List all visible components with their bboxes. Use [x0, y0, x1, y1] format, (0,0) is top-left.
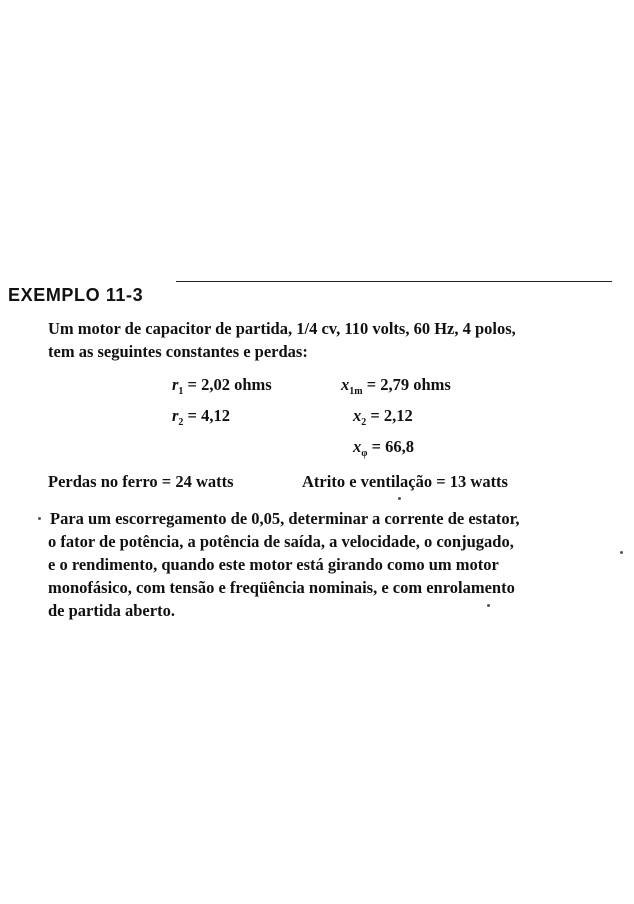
example-title: EXEMPLO 11-3: [8, 285, 144, 305]
constant-xphi: [353, 437, 415, 459]
problem-line-4: monofásico, com tensão e freqüência nominais, e com enrolamento: [48, 578, 515, 597]
constant-x2: [353, 406, 413, 428]
constant-r1: [172, 375, 272, 397]
constant-symbol: x: [353, 406, 362, 425]
constant-symbol: r: [172, 375, 179, 394]
constant-symbol: x: [341, 375, 350, 394]
constant-r2: [172, 406, 230, 428]
constant-subscript: 2: [361, 417, 367, 428]
constant-value: = 4,12: [187, 406, 230, 425]
problem-line-2: o fator de potência, a potência de saída, a velocidade, o conjugado,: [48, 532, 514, 551]
friction-losses: Atrito e ventilação = 13 watts: [302, 472, 508, 491]
problem-line-5: de partida aberto.: [48, 601, 175, 620]
constant-value: = 2,02 ohms: [187, 375, 272, 394]
constant-subscript: φ: [361, 448, 368, 459]
constant-x1m: [341, 375, 451, 397]
constant-symbol: x: [353, 437, 362, 456]
scan-speck: [398, 497, 401, 500]
constant-subscript: 1m: [349, 386, 363, 397]
problem-line-1: Para um escorregamento de 0,05, determinar a corrente de estator,: [50, 509, 520, 528]
constant-value: = 66,8: [371, 437, 415, 456]
intro-line-1: Um motor de capacitor de partida, 1/4 cv, 110 volts, 60 Hz, 4 polos,: [48, 319, 516, 338]
header-rule: [176, 281, 612, 282]
scan-speck: [38, 517, 41, 520]
scan-speck: [487, 604, 490, 607]
constant-subscript: 1: [178, 386, 184, 397]
intro-line-2: tem as seguintes constantes e perdas:: [48, 342, 308, 361]
constant-subscript: 2: [178, 417, 184, 428]
constant-value: = 2,79 ohms: [366, 375, 451, 394]
iron-losses: Perdas no ferro = 24 watts: [48, 472, 234, 491]
scan-speck: [620, 551, 623, 554]
constant-symbol: r: [172, 406, 179, 425]
problem-line-3: e o rendimento, quando este motor está girando como um motor: [48, 555, 499, 574]
constant-value: = 2,12: [370, 406, 413, 425]
